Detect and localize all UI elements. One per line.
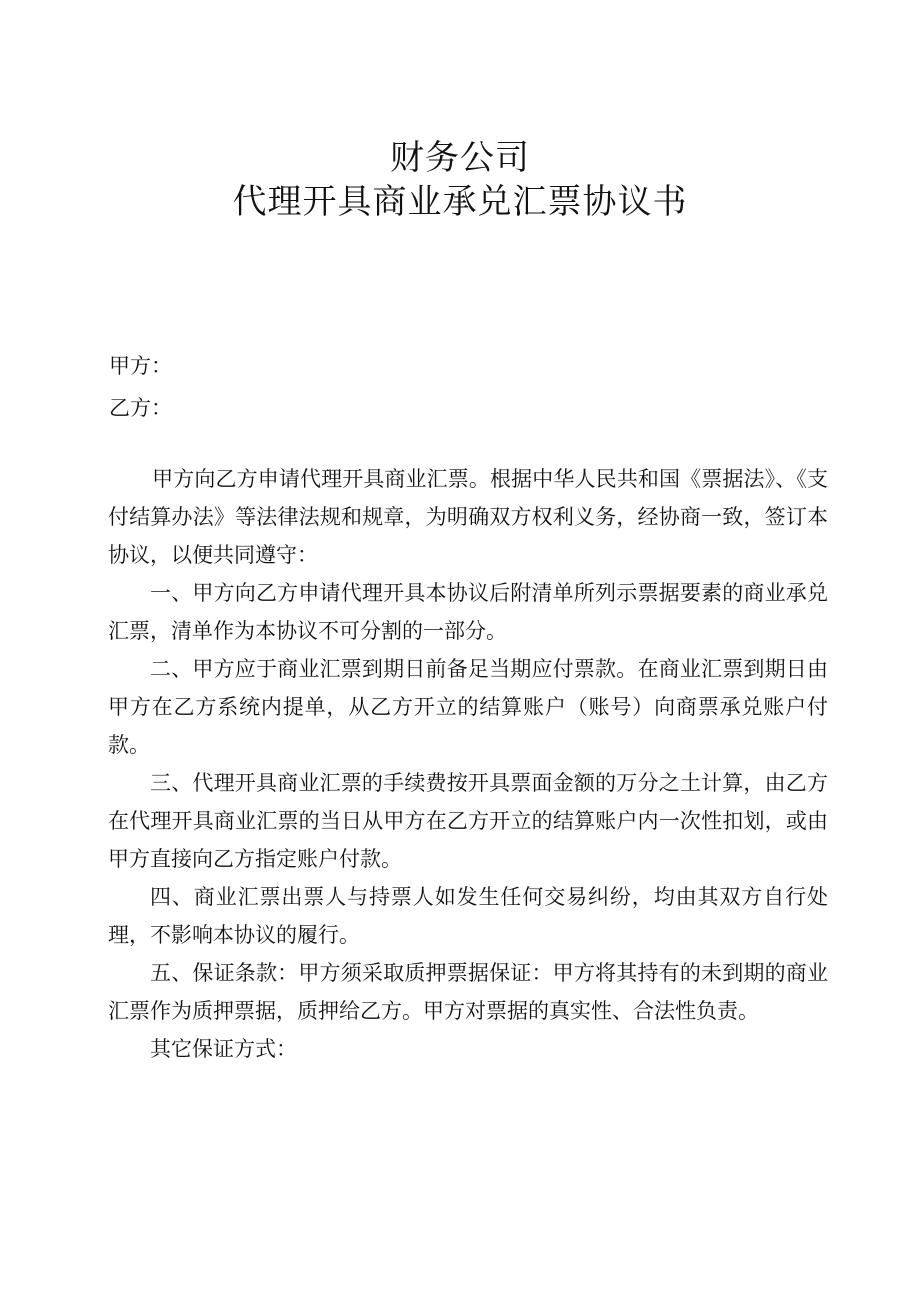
clause-1-paragraph: 一、甲方向乙方申请代理开具本协议后附清单所列示票据要素的商业承兑汇票，清单作为本协议不可分割的一部分。 [108,581,828,643]
intro-paragraph: 甲方向乙方申请代理开具商业汇票。根据中华人民共和国《票据法》、《支付结算办法》等法律法规和规章，为明确双方权利义务，经协商一致，签订本协议，以便共同遵守： [108,467,828,567]
clause-3-paragraph: 三、代理开具商业汇票的手续费按开具票面金额的万分之土计算，由乙方在代理开具商业汇票的当日从甲方在乙方开立的结算账户内一次性扣划，或由甲方直接向乙方指定账户付款。 [108,771,828,871]
party-a-label: 甲方： [109,354,172,378]
document-title-line1: 财务公司 [390,138,530,178]
clause-2-paragraph: 二、甲方应于商业汇票到期日前备足当期应付票款。在商业汇票到期日由甲方在乙方系统内提单，从乙方开立的结算账户（账号）向商票承兑账户付款。 [108,657,828,757]
clause-5-paragraph: 五、保证条款：甲方须采取质押票据保证：甲方将其持有的未到期的商业汇票作为质押票据，质押给乙方。甲方对票据的真实性、合法性负责。 [108,961,828,1023]
document-title-line2: 代理开具商业承兑汇票协议书 [232,182,688,222]
clause-4-paragraph: 四、商业汇票出票人与持票人如发生任何交易纠纷，均由其双方自行处理，不影响本协议的履行。 [108,885,828,947]
agreement-body [108,460,828,1068]
party-b-label: 乙方： [109,396,172,420]
other-guarantee-paragraph: 其它保证方式： [150,1037,297,1061]
